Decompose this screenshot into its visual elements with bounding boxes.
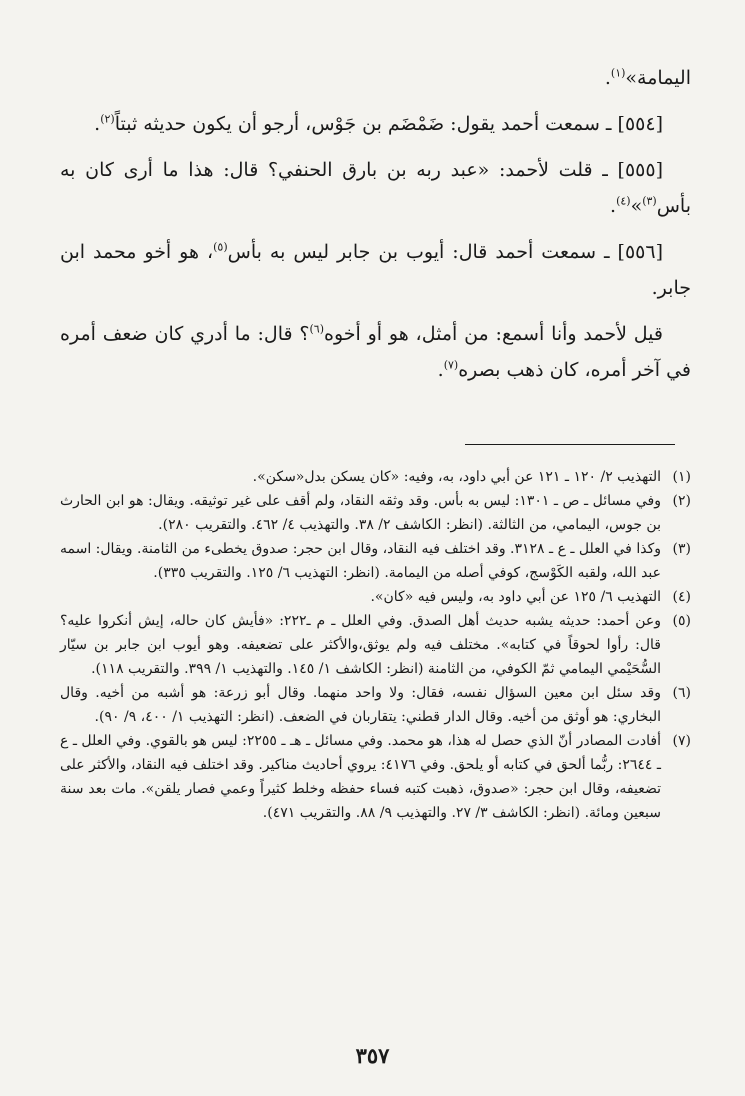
footnote-number: (٢): [672, 493, 691, 509]
page-number: ٣٥٧: [355, 1043, 390, 1068]
footnote-ref[interactable]: (٢): [100, 112, 115, 126]
footnote-1: [60, 465, 691, 489]
paragraph-557: قيل لأحمد وأنا أسمع: من أمثل، هو أو أخوه$^{(٦)}$؟ قال: ما أدري كان ضعف أمره في آخر أمره، كان ذهب بصره$^{(٧)}$.: [60, 322, 691, 381]
footnote-text: التهذيب ٦/ ١٢٥ عن أبي داود به، وليس فيه «كان».: [370, 589, 661, 605]
footnote-ref[interactable]: (٣): [642, 194, 657, 208]
footnote-number: (٥): [672, 613, 691, 629]
footnote-divider: [465, 444, 675, 445]
footnote-5: [60, 609, 691, 681]
footnote-text: وكذا في العلل ـ ع ـ ٣١٢٨. وقد اختلف فيه النقاد، وقال ابن حجر: صدوق يخطىء من الثامنة. ويقال: اسمه عبد الله، ولقبه الكَوْسج، كوفي أصله من اليمامة. (انظر: التهذيب ٦/ ١٢٥. والتقريب ٣٣٥).: [59, 541, 661, 581]
footnote-number: (٦): [672, 685, 691, 701]
footnote-6: [60, 681, 691, 729]
footnote-number: (٣): [672, 541, 691, 557]
paragraph-555: [٥٥٥] ـ قلت لأحمد: «عبد ربه بن بارق الحنفي؟ قال: هذا ما أرى كان به بأس$^{(٣)}$»$^{(٤)}$.: [60, 159, 691, 217]
footnote-ref[interactable]: (٧): [443, 358, 459, 372]
footnote-number: (٧): [672, 733, 691, 749]
footnote-number: (٤): [672, 589, 691, 605]
footnote-text: وعن أحمد: حديثه يشبه حديث أهل الصدق. وفي العلل ـ م ـ٢٢٢: «فأيش كان حاله، إيش أنكروا عليه؟ قال: رأوا لحوقاً في كتابه». مختلف فيه ولم يوثق،والأكثر على تضعيفه. وهو أيوب ابن جابر بن سيّار السُّحَيْمي اليمامي ثمّ الكوفي، من الثامنة (انظر: الكاشف ١/ ١٤٥. والتهذيب ١/ ٣٩٩. والتقريب ١١٨).: [60, 613, 661, 677]
paragraph-556: [٥٥٦] ـ سمعت أحمد قال: أيوب بن جابر ليس به بأس$^{(٥)}$، هو أخو محمد ابن جابر.: [60, 240, 691, 299]
footnote-ref[interactable]: (١): [610, 66, 626, 80]
paragraph-continuation: اليمامة»$^{(١)}$.: [604, 66, 691, 89]
footnote-ref[interactable]: (٤): [616, 194, 631, 208]
footnote-text: أفادت المصادر أنّ الذي حصل له هذا، هو محمد. وفي مسائل ـ هـ ـ ٢٢٥٥: ليس هو بالقوي. وفي العلل ـ ع ـ ٢٦٤٤: ربُّما ألحق في كتابه أو يلحق. وفي ٤١٧٦: يروي أحاديث مناكير. وقد اختلف فيه النقاد، والأكثر على تضعيفه، وقال ابن حجر: «صدوق، ذهبت كتبه فساء حفظه وخلط كثيراً وعمي فصار يلقن». مات بعد سنة سبعين ومائة. (انظر: الكاشف ٣/ ٢٧. والتهذيب ٩/ ٨٨. والتقريب ٤٧١).: [60, 733, 662, 821]
paragraph-554: [٥٥٤] ـ سمعت أحمد يقول: ضَمْضَم بن جَوْس، أرجو أن يكون حديثه ثبتاً$^{(٢)}$.: [94, 112, 663, 135]
footnote-text: وقد سئل ابن معين السؤال نفسه، فقال: ولا واحد منهما. وقال أبو زرعة: هو أشبه من أخيه. وقال البخاري: هو أوثق من أخيه. وقال الدار قطني: يتقاربان في الضعف. (انظر: التهذيب ١/ ٤٠٠، ٩/ ٩٠).: [60, 685, 661, 725]
footnote-2: [60, 489, 691, 537]
footnote-4: [60, 585, 691, 609]
footnotes: [60, 465, 691, 825]
footnote-text: التهذيب ٢/ ١٢٠ ـ ١٢١ عن أبي داود، به، وفيه: «كان يسكن بدل«سكن».: [252, 469, 661, 485]
main-text: [60, 60, 691, 388]
footnote-ref[interactable]: (٥): [213, 240, 228, 254]
footnote-number: (١): [672, 469, 691, 485]
footnote-text: وفي مسائل ـ ص ـ ١٣٠١: ليس به بأس. وقد وثقه النقاد، ولم أقف على غير توثيقه. ويقال: هو ابن الحارث بن جوس، اليمامي، من الثالثة. (انظر: الكاشف ٢/ ٣٨. والتهذيب ٤/ ٤٦٢. والتقريب ٢٨٠).: [60, 493, 661, 533]
footnote-3: [60, 537, 691, 585]
footnote-ref[interactable]: (٦): [309, 322, 325, 336]
footnote-7: [60, 729, 691, 825]
